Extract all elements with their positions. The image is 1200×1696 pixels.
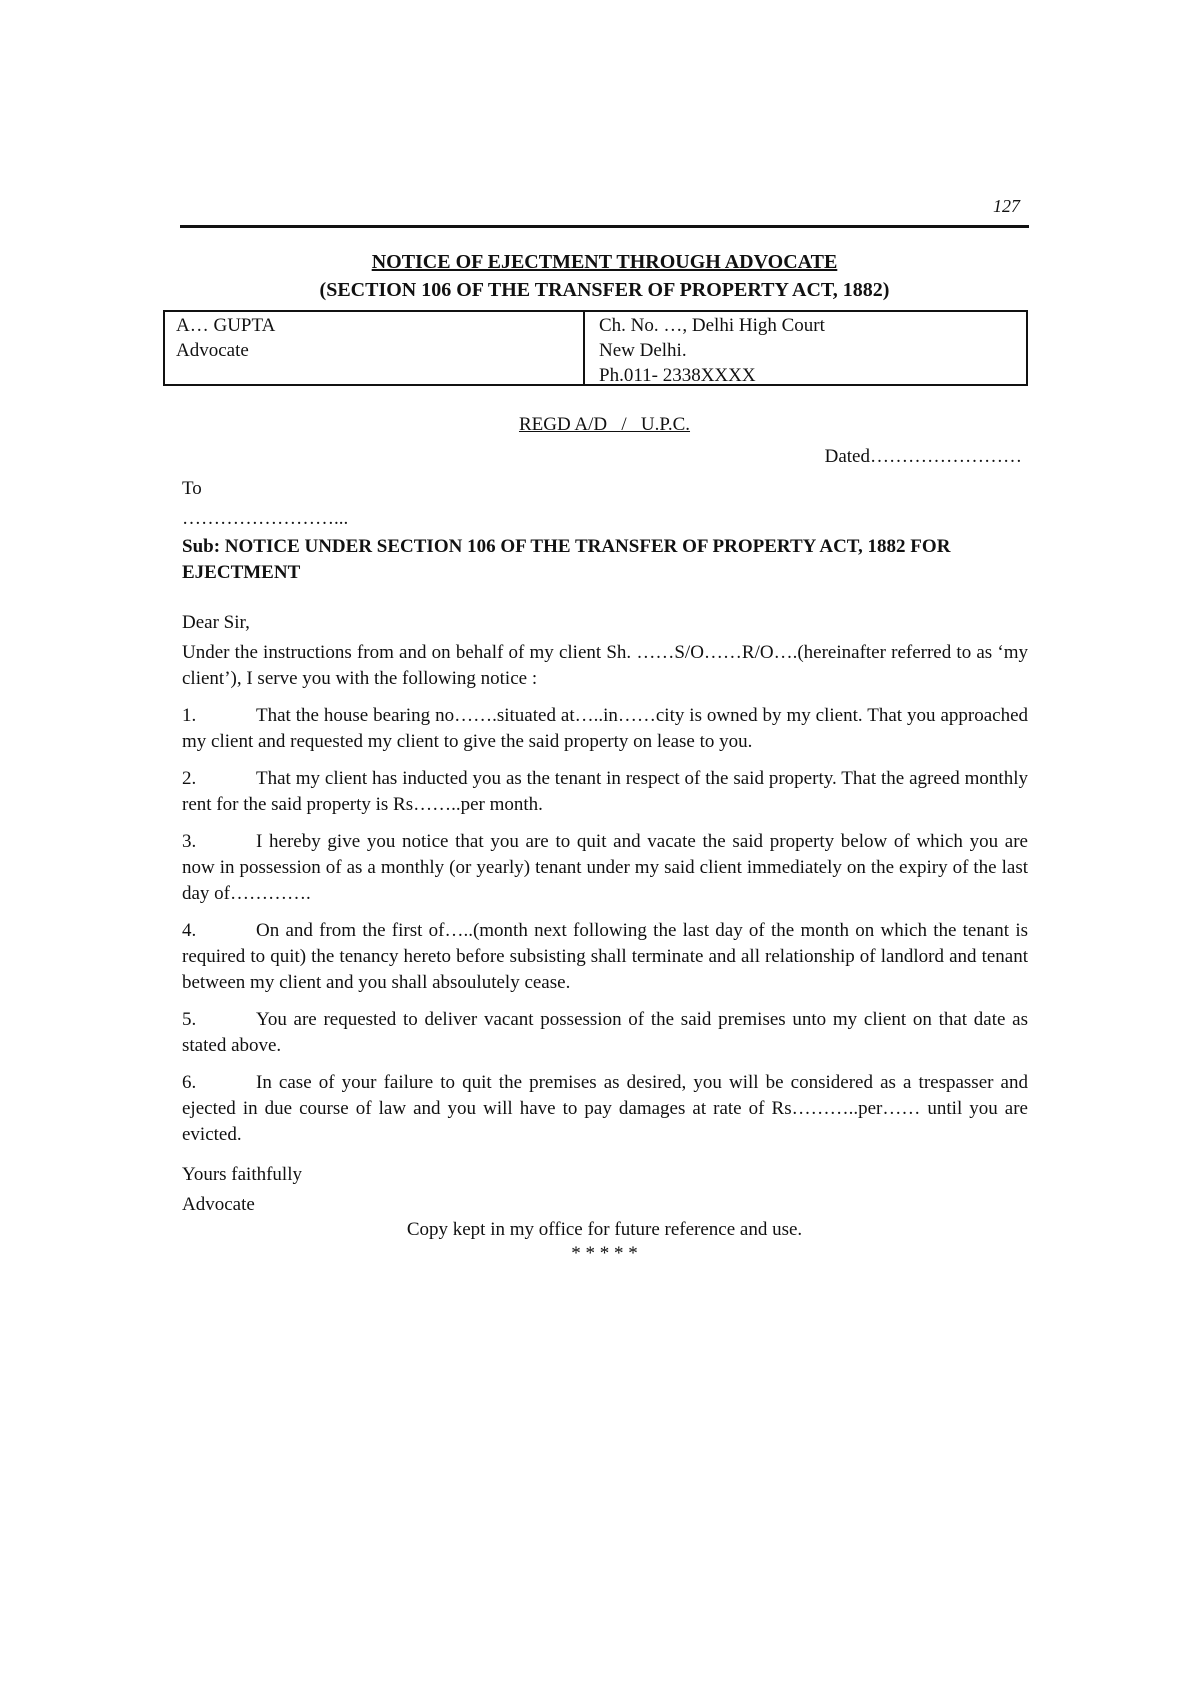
point-number: 2. [182, 768, 197, 789]
notice-point [182, 1007, 1028, 1059]
point-text: That the house bearing no…….situated at…..in……city is owned by my client. That you approached my client and requested my client to give the said property on lease to you. [182, 705, 1028, 752]
advocate-designation: Advocate [176, 340, 249, 361]
notice-point [182, 766, 1028, 818]
notice-point [182, 918, 1028, 996]
point-number: 3. [182, 831, 197, 852]
city: New Delhi. [599, 340, 687, 361]
point-number: 4. [182, 920, 197, 941]
title-line-1: NOTICE OF EJECTMENT THROUGH ADVOCATE [371, 251, 838, 273]
footer-note [180, 1218, 1029, 1266]
to-label: To [182, 478, 202, 499]
document-title [180, 248, 1029, 304]
point-text: I hereby give you notice that you are to quit and vacate the said property below of which you are now in possession of as a monthly (or yearly) tenant under my said client immediately on the expiry of the last day of…………. [182, 831, 1028, 904]
notice-point [182, 703, 1028, 755]
recipient-block [182, 474, 348, 534]
top-rule [180, 225, 1029, 228]
valediction: Yours faithfully [182, 1164, 302, 1185]
point-text: That my client has inducted you as the tenant in respect of the said property. That the agreed monthly rent for the said property is Rs……..per month. [182, 768, 1028, 815]
chamber-address: Ch. No. …, Delhi High Court [599, 315, 825, 336]
page-number: 127 [993, 196, 1020, 216]
point-text: In case of your failure to quit the premises as desired, you will be considered as a trespasser and ejected in due course of law and you will have to pay damages at rate of Rs………..per…… until you are evicted. [182, 1072, 1028, 1145]
advocate-name-cell [165, 312, 585, 384]
point-number: 1. [182, 705, 197, 726]
notice-point [182, 829, 1028, 907]
signatory: Advocate [182, 1194, 255, 1215]
intro-paragraph: Under the instructions from and on behalf of my client Sh. ……S/O……R/O….(hereinafter referred to as ‘my client’), I serve you with the following notice : [182, 642, 1028, 689]
title-line-2: (SECTION 106 OF THE TRANSFER OF PROPERTY ACT, 1882) [319, 279, 890, 301]
subject-line: Sub: NOTICE UNDER SECTION 106 OF THE TRANSFER OF PROPERTY ACT, 1882 FOR EJECTMENT [182, 536, 951, 583]
notice-points [182, 703, 1028, 1159]
date-line: Dated…………………… [824, 446, 1022, 467]
point-text: You are requested to deliver vacant possession of the said premises unto my client on that date as stated above. [182, 1009, 1028, 1056]
notice-point [182, 1070, 1028, 1148]
end-stars: * * * * * [571, 1243, 638, 1264]
recipient-placeholder: ……………………... [182, 508, 349, 529]
salutation: Dear Sir, [182, 612, 250, 633]
point-number: 6. [182, 1072, 197, 1093]
delivery-mode: REGD A/D / U.P.C. [518, 414, 691, 435]
advocate-address-cell [585, 312, 1026, 384]
advocate-header-table [163, 310, 1028, 386]
phone: Ph.011- 2338XXXX [599, 365, 756, 386]
advocate-name: A… GUPTA [176, 315, 276, 336]
point-text: On and from the first of…..(month next following the last day of the month on which the tenant is required to quit) the tenancy hereto before subsisting shall terminate and all relationship of landlord and tenant between my client and you shall absoulutely cease. [182, 920, 1028, 993]
copy-note: Copy kept in my office for future reference and use. [406, 1219, 803, 1240]
closing-block [182, 1160, 302, 1220]
point-number: 5. [182, 1009, 197, 1030]
